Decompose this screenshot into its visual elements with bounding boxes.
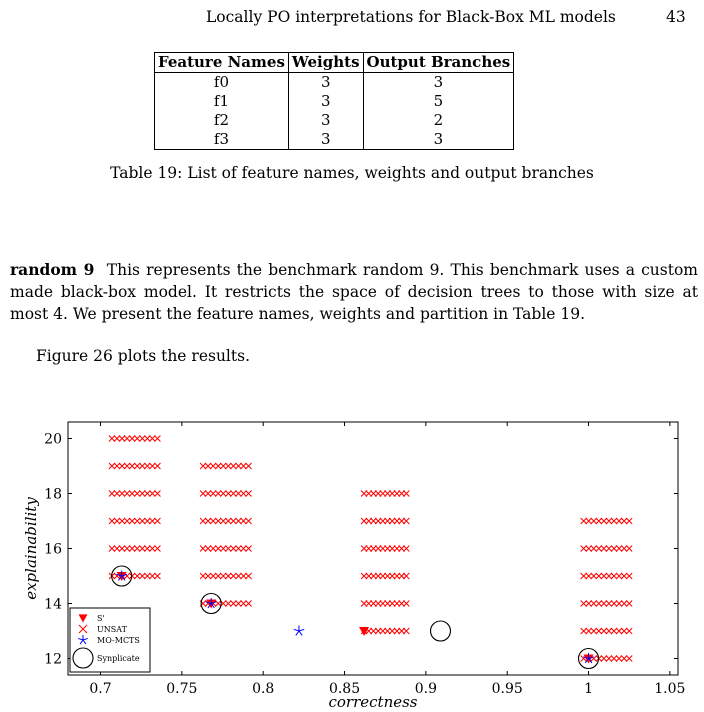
y-axis-label: explainability [22,497,40,600]
unsat-marker [129,546,135,552]
unsat-marker [139,546,145,552]
unsat-marker [246,463,252,469]
table-cell: 3 [363,130,514,150]
unsat-marker [591,601,597,607]
unsat-marker [149,463,155,469]
unsat-marker [611,518,617,524]
legend-label: S' [97,614,105,623]
figure-reference: Figure 26 plots the results. [36,347,250,365]
unsat-marker [616,546,622,552]
unsat-marker [215,518,221,524]
table-row [155,73,514,93]
unsat-marker [616,656,622,662]
unsat-marker [240,518,246,524]
unsat-marker [109,546,115,552]
unsat-marker [210,491,216,497]
unsat-marker [596,601,602,607]
scatter-chart [0,410,704,712]
unsat-marker [200,463,206,469]
unsat-marker [586,601,592,607]
unsat-marker [240,491,246,497]
unsat-marker [621,546,627,552]
unsat-marker [230,463,236,469]
unsat-marker [601,546,607,552]
unsat-marker [210,546,216,552]
table-row [155,92,514,111]
col-header-output-branches: Output Branches [363,53,514,73]
unsat-marker [581,628,587,634]
unsat-marker [606,573,612,579]
table-row [155,130,514,150]
unsat-marker [225,601,231,607]
unsat-marker [144,546,150,552]
unsat-marker [139,436,145,442]
unsat-marker [230,491,236,497]
unsat-marker [119,463,125,469]
x-tick-label: 0.75 [166,681,198,697]
unsat-marker [586,546,592,552]
unsat-marker [220,518,226,524]
page-number: 43 [666,8,686,26]
unsat-marker [134,573,140,579]
unsat-marker [114,546,120,552]
unsat-marker [220,491,226,497]
unsat-marker [134,436,140,442]
unsat-marker [144,573,150,579]
unsat-marker [230,546,236,552]
unsat-marker [606,518,612,524]
unsat-marker [149,491,155,497]
table-cell: 3 [288,111,363,130]
unsat-marker [109,491,115,497]
unsat-marker [149,436,155,442]
unsat-marker [149,573,155,579]
x-tick-label: 0.9 [414,681,437,697]
unsat-marker [616,601,622,607]
unsat-marker [240,546,246,552]
unsat-marker [154,518,160,524]
unsat-marker [124,436,130,442]
unsat-marker [134,463,140,469]
unsat-marker [139,463,145,469]
unsat-marker [601,518,607,524]
unsat-marker [611,573,617,579]
page-header [0,8,704,32]
unsat-marker [626,573,632,579]
unsat-marker [616,628,622,634]
unsat-marker [119,518,125,524]
unsat-marker [581,518,587,524]
unsat-marker [114,436,120,442]
unsat-marker [144,491,150,497]
x-tick-label: 0.95 [491,681,523,697]
unsat-marker [246,601,252,607]
unsat-marker [215,546,221,552]
table-caption: Table 19: List of feature names, weights and output branches [110,164,594,182]
unsat-marker [215,463,221,469]
body-paragraph [10,259,698,325]
unsat-marker [591,546,597,552]
table-cell: 3 [288,130,363,150]
unsat-marker [581,601,587,607]
col-header-feature-names: Feature Names [155,53,289,73]
unsat-marker [586,628,592,634]
unsat-marker [403,628,409,634]
unsat-marker [611,656,617,662]
unsat-marker [119,491,125,497]
unsat-marker [139,518,145,524]
unsat-marker [601,656,607,662]
unsat-marker [144,436,150,442]
unsat-marker [129,463,135,469]
unsat-marker [230,601,236,607]
unsat-marker [134,546,140,552]
unsat-marker [403,491,409,497]
unsat-marker [611,628,617,634]
synplicate-marker [431,621,451,641]
running-title: Locally PO interpretations for Black-Box ML models [206,8,616,26]
unsat-marker [403,601,409,607]
table-cell: 3 [288,92,363,111]
unsat-marker [225,518,231,524]
unsat-marker [124,491,130,497]
unsat-marker [246,518,252,524]
unsat-marker [611,601,617,607]
unsat-marker [154,436,160,442]
unsat-marker [129,436,135,442]
unsat-marker [210,463,216,469]
unsat-marker [205,518,211,524]
paragraph-text: This represents the benchmark random 9. This benchmark uses a custom made black-box model. It restricts the space of decision trees to those with size at most 4. We present the feature names, weights and partition in Table 19. [10,261,698,323]
unsat-marker [109,436,115,442]
table-cell: 5 [363,92,514,111]
unsat-marker [230,518,236,524]
unsat-marker [240,573,246,579]
legend-label: UNSAT [97,625,127,634]
x-tick-label: 1 [584,681,593,697]
table-cell: f2 [155,111,289,130]
unsat-marker [235,463,241,469]
unsat-marker [205,546,211,552]
table-cell: 3 [363,73,514,93]
unsat-marker [220,546,226,552]
unsat-marker [626,628,632,634]
feature-table [154,52,514,150]
unsat-marker [144,518,150,524]
unsat-marker [154,546,160,552]
unsat-marker [114,463,120,469]
unsat-marker [124,546,130,552]
unsat-marker [626,601,632,607]
unsat-marker [210,573,216,579]
unsat-marker [601,573,607,579]
y-tick-label: 12 [44,651,62,668]
unsat-marker [119,436,125,442]
mo-mcts-marker [294,626,304,636]
table-cell: f3 [155,130,289,150]
unsat-marker [154,573,160,579]
unsat-marker [134,518,140,524]
unsat-marker [606,546,612,552]
table-cell: 3 [288,73,363,93]
col-header-weights: Weights [288,53,363,73]
y-tick-label: 18 [44,486,62,503]
unsat-marker [606,628,612,634]
unsat-marker [616,573,622,579]
unsat-marker [616,518,622,524]
unsat-marker [149,518,155,524]
unsat-marker [596,628,602,634]
x-tick-label: 0.85 [328,681,361,697]
y-tick-label: 14 [44,596,62,613]
unsat-marker [246,573,252,579]
unsat-marker [109,518,115,524]
unsat-marker [596,546,602,552]
unsat-marker [144,463,150,469]
unsat-marker [403,546,409,552]
chart-marks [109,436,632,669]
unsat-marker [215,573,221,579]
unsat-marker [139,573,145,579]
unsat-marker [403,573,409,579]
unsat-marker [246,546,252,552]
unsat-marker [601,628,607,634]
unsat-marker [114,518,120,524]
unsat-marker [200,518,206,524]
unsat-marker [200,546,206,552]
unsat-marker [626,656,632,662]
unsat-marker [621,628,627,634]
unsat-marker [220,573,226,579]
unsat-marker [205,573,211,579]
unsat-marker [220,463,226,469]
unsat-marker [200,491,206,497]
x-tick-label: 0.7 [89,681,112,697]
unsat-marker [626,518,632,524]
unsat-marker [149,546,155,552]
table-cell: 2 [363,111,514,130]
y-tick-label: 16 [44,541,62,558]
unsat-marker [621,601,627,607]
unsat-marker [606,601,612,607]
unsat-marker [225,573,231,579]
unsat-marker [626,546,632,552]
unsat-marker [154,491,160,497]
unsat-marker [240,463,246,469]
unsat-marker [586,573,592,579]
unsat-marker [235,601,241,607]
unsat-marker [225,463,231,469]
unsat-marker [581,546,587,552]
y-tick-label: 20 [44,431,62,448]
table-cell: f1 [155,92,289,111]
unsat-marker [200,573,206,579]
paragraph-heading: random 9 [10,260,95,279]
unsat-marker [611,546,617,552]
unsat-marker [225,491,231,497]
unsat-marker [109,463,115,469]
unsat-marker [586,518,592,524]
chart-legend [70,608,150,672]
legend-label: Synplicate [97,654,140,663]
table-header-row [155,53,514,73]
unsat-marker [606,656,612,662]
unsat-marker [246,491,252,497]
unsat-marker [225,546,231,552]
unsat-marker [596,573,602,579]
unsat-marker [403,518,409,524]
unsat-marker [210,518,216,524]
legend-label: MO-MCTS [97,636,140,645]
unsat-marker [114,491,120,497]
unsat-marker [240,601,246,607]
unsat-marker [591,518,597,524]
unsat-marker [129,491,135,497]
x-axis-label: correctness [328,693,418,711]
x-tick-label: 1.05 [654,681,686,697]
unsat-marker [621,656,627,662]
unsat-marker [205,491,211,497]
unsat-marker [581,573,587,579]
unsat-marker [591,628,597,634]
unsat-marker [134,491,140,497]
unsat-marker [235,546,241,552]
x-tick-label: 0.8 [252,681,275,697]
unsat-marker [621,518,627,524]
unsat-marker [621,573,627,579]
unsat-marker [119,546,125,552]
unsat-marker [230,573,236,579]
unsat-marker [215,491,221,497]
unsat-marker [235,573,241,579]
table-cell: f0 [155,73,289,93]
unsat-marker [596,518,602,524]
unsat-marker [139,491,145,497]
unsat-marker [235,518,241,524]
unsat-marker [601,601,607,607]
unsat-marker [124,518,130,524]
unsat-marker [129,518,135,524]
unsat-marker [124,463,130,469]
table-row [155,111,514,130]
unsat-marker [205,463,211,469]
unsat-marker [154,463,160,469]
unsat-marker [591,573,597,579]
unsat-marker [235,491,241,497]
